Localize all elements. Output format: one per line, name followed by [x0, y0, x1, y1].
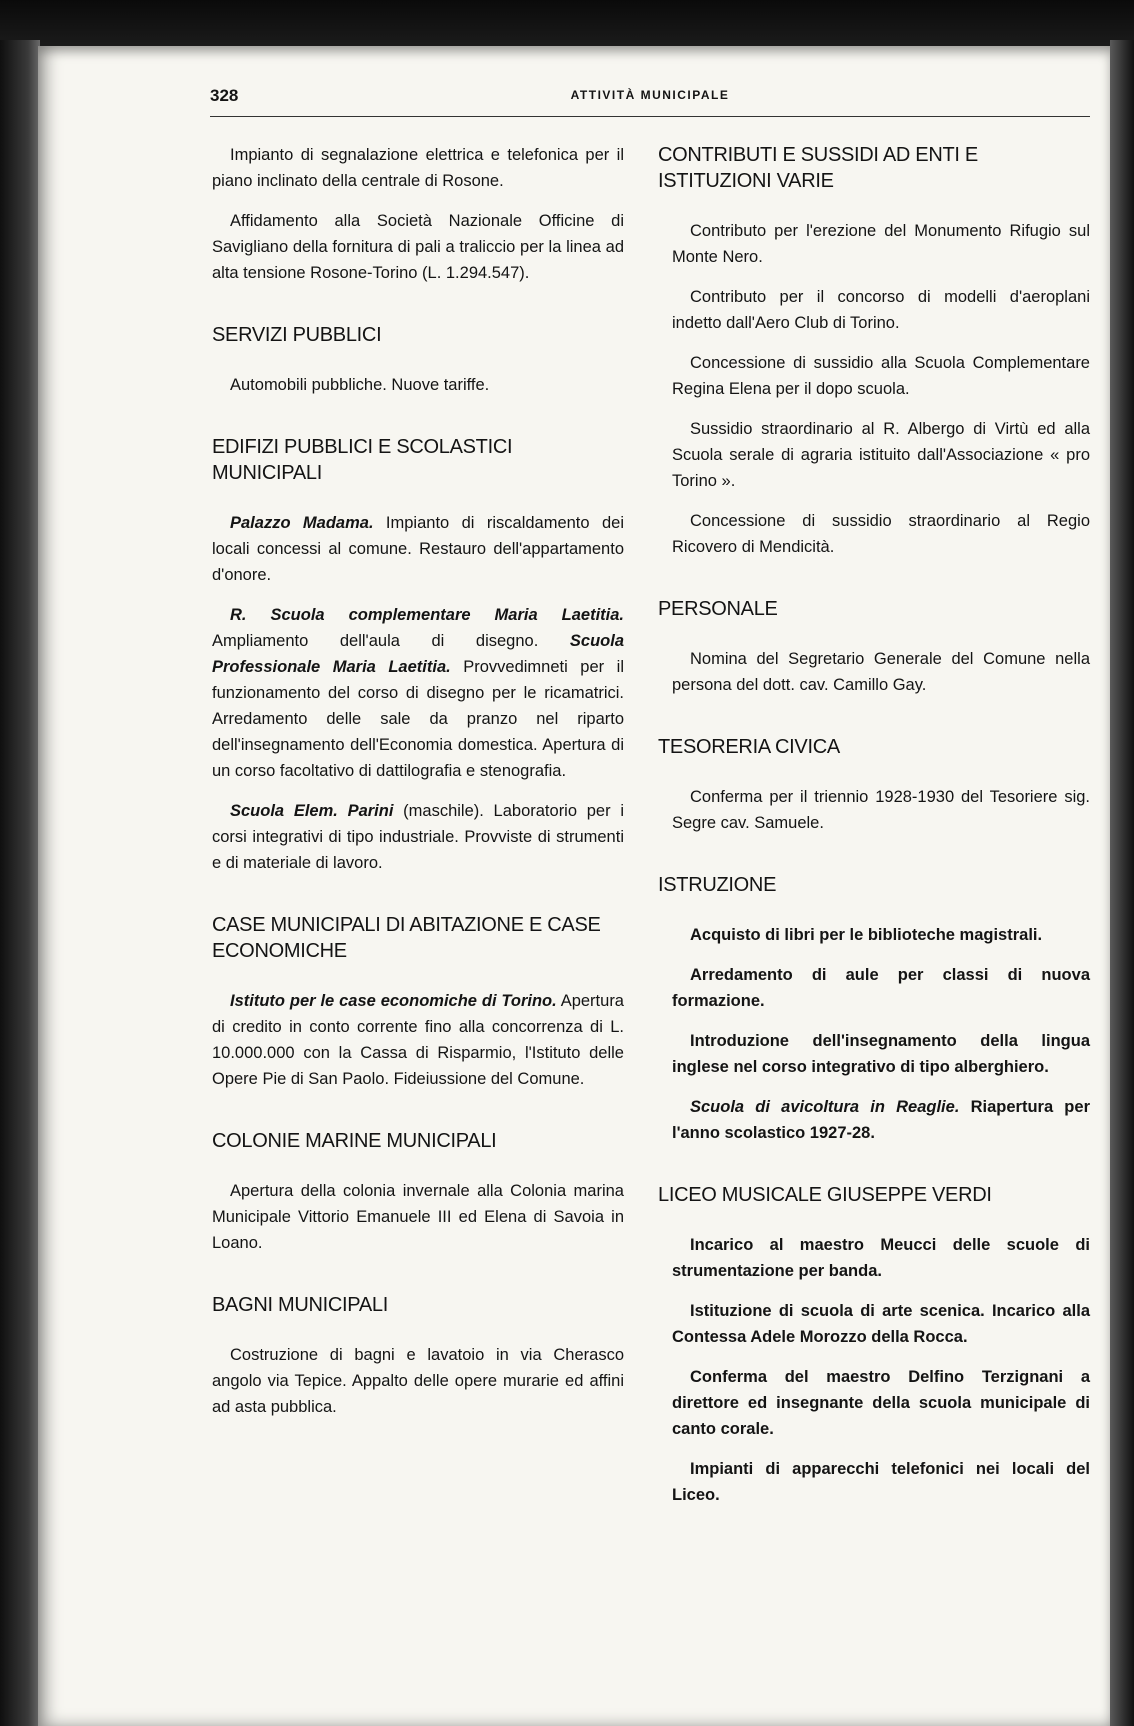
entry: Nomina del Segretario Generale del Comune nella persona del dott. cav. Camillo Gay. [672, 650, 1090, 694]
section-heading: CONTRIBUTI E SUSSIDI AD ENTI E ISTITUZIONI VARIE [658, 144, 978, 192]
entry-text: Ampliamento dell'aula di disegno. [212, 632, 570, 650]
entry-title: Scuola Elem. Parini [230, 802, 394, 820]
scan-border-left [0, 40, 40, 1726]
entry: Arredamento di aule per classi di nuova formazione. [672, 966, 1090, 1010]
entry: Introduzione dell'insegnamento della lingua inglese nel corso integrativo di tipo alberghiero. [672, 1032, 1090, 1076]
section-case-municipali [212, 912, 624, 1092]
section-servizi-pubblici [212, 322, 624, 398]
entry: Affidamento alla Società Nazionale Officine di Savigliano della fornitura di pali a traliccio per la linea ad alta tensione Rosone-Torino (L. 1.294.547). [212, 212, 624, 282]
entry-text: Riapertura per l'anno scolastico 1927-28. [672, 1098, 1090, 1142]
section-heading: LICEO MUSICALE GIUSEPPE VERDI [658, 1184, 992, 1206]
entry-title: R. Scuola complementare Maria Laetitia. [230, 606, 624, 624]
entry [212, 798, 624, 876]
section-tesoreria [658, 734, 1090, 836]
entry-title: Scuola di avicoltura in Reaglie. [690, 1098, 960, 1116]
document-page [38, 46, 1110, 1726]
section-heading: PERSONALE [658, 598, 778, 620]
entry [672, 1094, 1090, 1146]
section-bagni-municipali [212, 1292, 624, 1420]
entry-text: (maschile). Laboratorio per i corsi integrativi di tipo industriale. Provviste di strumenti e di materiale di lavoro. [212, 802, 624, 872]
entry [212, 988, 624, 1092]
entry: Conferma per il triennio 1928-1930 del Tesoriere sig. Segre cav. Samuele. [672, 788, 1090, 832]
entry: Contributo per l'erezione del Monumento Rifugio sul Monte Nero. [672, 222, 1090, 266]
entry-text: Impianto di riscaldamento dei locali concessi al comune. Restauro dell'appartamento d'onore. [212, 514, 624, 584]
section-personale [658, 596, 1090, 698]
entry: Conferma del maestro Delfino Terzignani a direttore ed insegnante della scuola municipale di canto corale. [672, 1368, 1090, 1438]
header-rule [210, 116, 1090, 117]
section-intro [212, 142, 624, 286]
section-liceo-musicale [658, 1182, 1090, 1508]
entry: Contributo per il concorso di modelli d'aeroplani indetto dall'Aero Club di Torino. [672, 288, 1090, 332]
entry-title: Palazzo Madama. [230, 514, 374, 532]
entry: Istituzione di scuola di arte scenica. Incarico alla Contessa Adele Morozzo della Rocca. [672, 1302, 1090, 1346]
entry-title: Scuola Professionale Maria Laetitia. [212, 632, 624, 676]
entry-text: Apertura di credito in conto corrente fino alla concorrenza di L. 10.000.000 con la Cassa di Risparmio, l'Istituto delle Opere Pie di San Paolo. Fideiussione del Comune. [212, 992, 624, 1088]
page-number: 328 [210, 86, 239, 105]
left-column [212, 142, 624, 1456]
entry: Apertura della colonia invernale alla Colonia marina Municipale Vittorio Emanuele III ed Elena di Savoia in Loano. [212, 1182, 624, 1252]
section-istruzione [658, 872, 1090, 1146]
section-heading: SERVIZI PUBBLICI [212, 324, 382, 346]
scan-border-right [1110, 40, 1134, 1726]
entry: Costruzione di bagni e lavatoio in via Cherasco angolo via Tepice. Appalto delle opere murarie ed affini ad asta pubblica. [212, 1346, 624, 1416]
scan-border-top [0, 0, 1134, 52]
entry: Impianto di segnalazione elettrica e telefonica per il piano inclinato della centrale di Rosone. [212, 146, 624, 190]
entry: Automobili pubbliche. Nuove tariffe. [230, 376, 490, 394]
entry: Acquisto di libri per le biblioteche magistrali. [690, 926, 1043, 944]
section-heading: ISTRUZIONE [658, 874, 777, 896]
right-column [658, 142, 1090, 1544]
section-heading: TESORERIA CIVICA [658, 736, 840, 758]
section-heading: EDIFIZI PUBBLICI E SCOLASTICI MUNICIPALI [212, 436, 513, 484]
entry: Impianti di apparecchi telefonici nei locali del Liceo. [672, 1460, 1090, 1504]
section-edifizi [212, 434, 624, 876]
entry: Incarico al maestro Meucci delle scuole di strumentazione per banda. [672, 1236, 1090, 1280]
entry-title: Istituto per le case economiche di Torino. [230, 992, 557, 1010]
running-head [210, 86, 1090, 110]
entry: Sussidio straordinario al R. Albergo di Virtù ed alla Scuola serale di agraria istituito dall'Associazione « pro Torino ». [672, 420, 1090, 490]
entry: Concessione di sussidio straordinario al Regio Ricovero di Mendicità. [672, 512, 1090, 556]
section-colonie-marine [212, 1128, 624, 1256]
section-heading: COLONIE MARINE MUNICIPALI [212, 1130, 497, 1152]
section-heading: BAGNI MUNICIPALI [212, 1294, 388, 1316]
entry [212, 510, 624, 588]
entry-text: Provvedimneti per il funzionamento del corso di disegno per le ricamatrici. Arredamento delle sale da pranzo nel riparto dell'insegnamento dell'Economia domestica. Apertura di un corso facoltativo di dattilografia e stenografia. [212, 658, 624, 780]
section-heading: CASE MUNICIPALI DI ABITAZIONE E CASE ECONOMICHE [212, 914, 601, 962]
section-contributi [658, 142, 1090, 560]
entry [212, 602, 624, 784]
running-title: ATTIVITÀ MUNICIPALE [570, 88, 730, 102]
entry: Concessione di sussidio alla Scuola Complementare Regina Elena per il dopo scuola. [672, 354, 1090, 398]
